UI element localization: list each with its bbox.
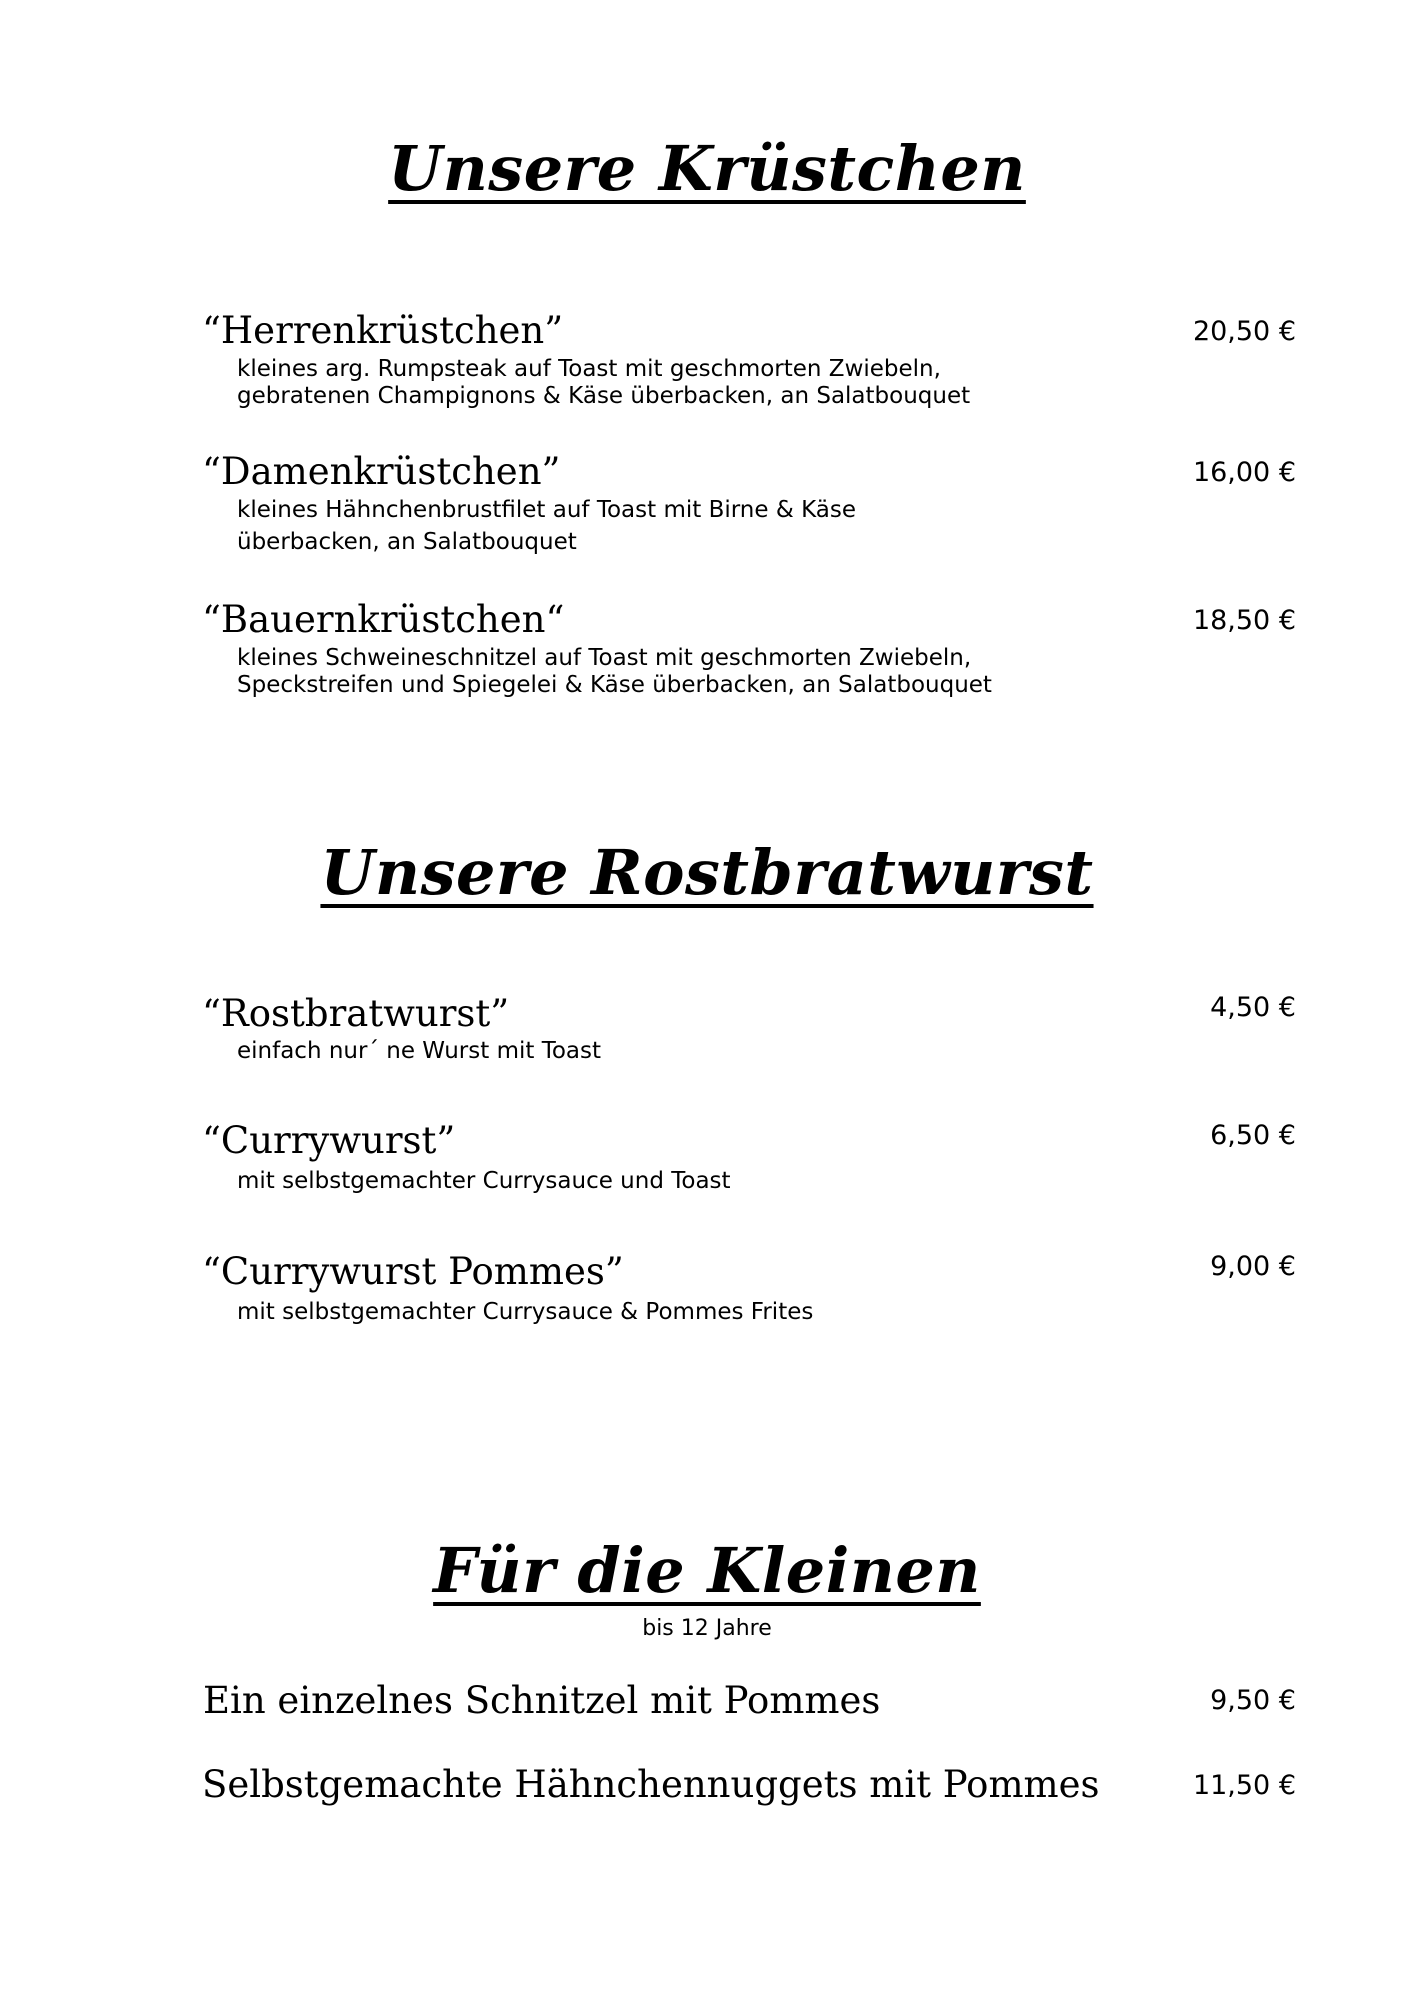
section-title-text: Unsere Krüstchen xyxy=(388,132,1026,205)
menu-item-description xyxy=(237,497,856,556)
description-line: mit selbstgemachter Currysauce und Toast xyxy=(237,1168,731,1194)
menu-item-description xyxy=(237,356,970,410)
menu-item-price: 18,50 € xyxy=(1192,605,1296,636)
description-line: kleines arg. Rumpsteak auf Toast mit geschmorten Zwiebeln, xyxy=(237,356,941,382)
menu-item-price: 4,50 € xyxy=(1210,992,1296,1023)
description-line: kleines Schweineschnitzel auf Toast mit geschmorten Zwiebeln, xyxy=(237,645,972,671)
menu-item-price: 9,00 € xyxy=(1210,1251,1296,1282)
description-line: einfach nur´ ne Wurst mit Toast xyxy=(237,1038,602,1064)
description-line: Speckstreifen und Spiegelei & Käse überbacken, an Salatbouquet xyxy=(237,672,992,698)
menu-item-price: 11,50 € xyxy=(1192,1770,1296,1801)
menu-item-name: “Rostbratwurst” xyxy=(202,992,510,1035)
description-line: mit selbstgemachter Currysauce & Pommes Frites xyxy=(237,1299,814,1325)
menu-item-price: 20,50 € xyxy=(1192,316,1296,347)
menu-item-name: “Bauernkrüstchen“ xyxy=(202,598,565,641)
description-line: gebratenen Champignons & Käse überbacken, an Salatbouquet xyxy=(237,383,971,409)
menu-item-price: 9,50 € xyxy=(1210,1685,1296,1716)
description-line: überbacken, an Salatbouquet xyxy=(237,529,577,555)
menu-item-name: Selbstgemachte Hähnchennuggets mit Pommes xyxy=(202,1763,1100,1806)
menu-item-name: “Currywurst Pommes” xyxy=(202,1250,624,1293)
menu-item-description xyxy=(237,1299,813,1326)
menu-item-price: 16,00 € xyxy=(1192,457,1296,488)
menu-item-description xyxy=(237,1038,601,1065)
menu-item-name: “Currywurst” xyxy=(202,1119,456,1162)
menu-item-name: “Herrenkrüstchen” xyxy=(202,309,564,352)
section-title-text: Unsere Rostbratwurst xyxy=(320,836,1094,909)
description-line: kleines Hähnchenbrustfilet auf Toast mit Birne & Käse xyxy=(237,497,856,523)
menu-item-name: Ein einzelnes Schnitzel mit Pommes xyxy=(203,1679,881,1722)
section-subtitle: bis 12 Jahre xyxy=(642,1616,772,1641)
menu-item-description xyxy=(237,645,992,699)
menu-item-description xyxy=(237,1168,731,1195)
section-title-rostbratwurst xyxy=(0,836,1414,909)
menu-item-price: 6,50 € xyxy=(1210,1120,1296,1151)
section-title-text: Für die Kleinen xyxy=(433,1534,981,1607)
section-title-kinder xyxy=(0,1534,1414,1607)
menu-item-name: “Damenkrüstchen” xyxy=(202,450,561,493)
section-title-kruestchen xyxy=(0,132,1414,205)
